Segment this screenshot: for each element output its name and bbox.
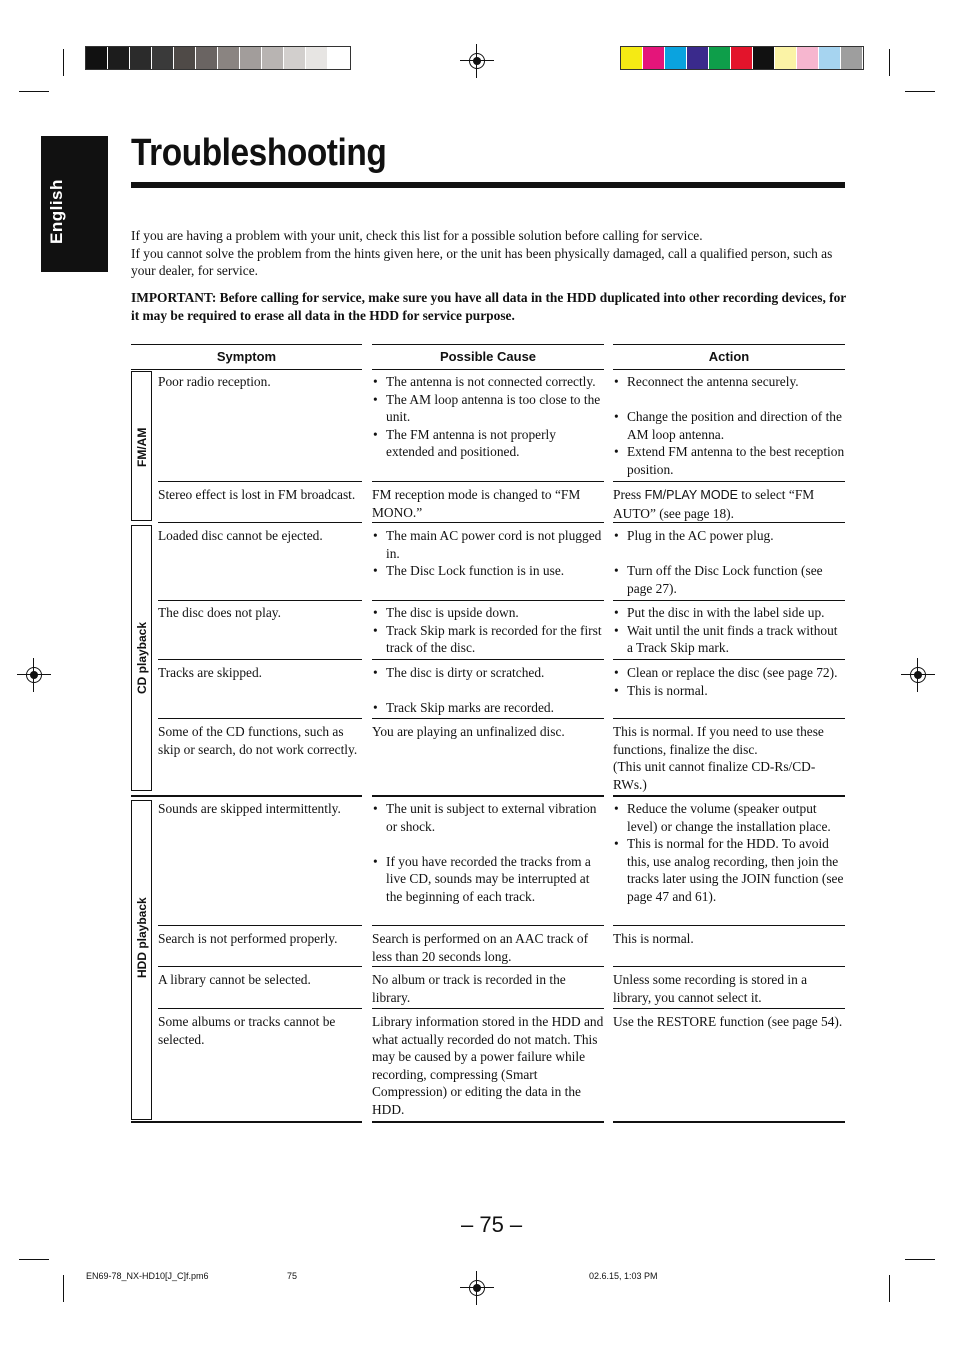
color-swatch — [643, 47, 665, 69]
title-rule — [131, 182, 845, 188]
action-cell — [613, 800, 849, 906]
header-possible-cause: Possible Cause — [372, 344, 604, 370]
row-divider — [158, 966, 362, 967]
row-divider — [613, 481, 845, 482]
cause-cell — [372, 604, 604, 657]
color-swatch — [196, 47, 218, 69]
row-divider — [158, 481, 362, 482]
color-swatch — [328, 47, 350, 69]
action-text: to select “FM AUTO” (see page 18). — [613, 487, 815, 521]
action-item: • Reconnect the antenna securely. — [613, 373, 845, 391]
row-divider — [372, 925, 604, 926]
color-swatch — [665, 47, 687, 69]
cause-item: • Track Skip marks are recorded. — [372, 699, 604, 717]
page-title: Troubleshooting — [131, 132, 387, 174]
header-action: Action — [613, 344, 845, 370]
row-divider — [613, 659, 845, 660]
row-divider — [158, 600, 362, 601]
crop-mark — [889, 1275, 890, 1302]
color-calibration-bar — [621, 47, 863, 69]
section-divider — [613, 795, 845, 797]
row-divider — [613, 718, 845, 719]
action-item: • This is normal. — [613, 682, 845, 700]
action-item: • Plug in the AC power plug. — [613, 527, 845, 545]
crop-mark — [905, 91, 935, 92]
section-divider — [372, 795, 604, 797]
symptom-cell: Tracks are skipped. — [158, 665, 263, 680]
symptom-cell: Stereo effect is lost in FM broadcast. — [158, 487, 356, 502]
row-divider — [613, 925, 845, 926]
crop-mark — [905, 1259, 935, 1260]
action-item: • This is normal for the HDD. To avoid this, use analog recording, then join the tracks later using the JOIN function (see page 47 and 61). — [613, 835, 849, 905]
action-note: (This unit cannot finalize CD-Rs/CD-RWs.) — [613, 759, 816, 792]
row-divider — [158, 659, 362, 660]
color-swatch — [753, 47, 775, 69]
button-name: FM/PLAY MODE — [644, 488, 738, 502]
footer-date: 02.6.15, 1:03 PM — [589, 1271, 658, 1281]
color-swatch — [152, 47, 174, 69]
color-swatch — [621, 47, 643, 69]
color-swatch — [218, 47, 240, 69]
action-text: This is normal. If you need to use these functions, finalize the disc. — [613, 724, 824, 757]
row-divider — [613, 600, 845, 601]
cause-cell — [372, 664, 604, 717]
row-divider — [372, 718, 604, 719]
row-divider — [372, 600, 604, 601]
row-divider — [158, 925, 362, 926]
color-swatch — [731, 47, 753, 69]
cause-cell: You are playing an unfinalized disc. — [372, 724, 565, 739]
action-cell: Use the RESTORE function (see page 54). — [613, 1014, 843, 1029]
symptom-cell: Loaded disc cannot be ejected. — [158, 528, 323, 543]
color-swatch — [240, 47, 262, 69]
color-swatch — [819, 47, 841, 69]
action-cell: Unless some recording is stored in a library, you cannot select it. — [613, 972, 808, 1005]
crop-mark — [889, 49, 890, 76]
cause-item: • The AM loop antenna is too close to the unit. — [372, 391, 604, 426]
cause-cell: No album or track is recorded in the library. — [372, 972, 566, 1005]
registration-mark-icon — [466, 1277, 488, 1299]
crop-mark — [19, 91, 49, 92]
cause-item: • If you have recorded the tracks from a live CD, sounds may be interrupted at the beginning of each track. — [372, 853, 604, 906]
color-swatch — [108, 47, 130, 69]
language-label: English — [47, 179, 66, 244]
action-cell: This is normal. — [613, 931, 694, 946]
color-swatch — [86, 47, 108, 69]
table-bottom-rule — [131, 1121, 362, 1123]
cause-item: • The FM antenna is not properly extended and positioned. — [372, 426, 604, 461]
header-symptom: Symptom — [131, 344, 362, 370]
intro-text — [131, 227, 847, 280]
color-swatch — [775, 47, 797, 69]
color-swatch — [174, 47, 196, 69]
language-tab — [41, 136, 108, 272]
registration-mark-icon — [907, 664, 929, 686]
row-divider — [158, 1008, 362, 1009]
section-divider — [131, 795, 362, 797]
symptom-cell: Sounds are skipped intermittently. — [158, 801, 341, 816]
row-divider — [372, 1008, 604, 1009]
action-item: • Put the disc in with the label side up. — [613, 604, 845, 622]
action-item: • Turn off the Disc Lock function (see page 27). — [613, 562, 845, 597]
row-divider — [372, 481, 604, 482]
symptom-cell: Some albums or tracks cannot be selected. — [158, 1014, 336, 1047]
symptom-cell: Some of the CD functions, such as skip or search, do not work correctly. — [158, 724, 358, 757]
category-label: HDD playback — [135, 897, 149, 978]
cause-cell — [372, 527, 604, 580]
action-cell — [613, 373, 845, 479]
action-cell — [613, 604, 845, 657]
row-divider — [613, 966, 845, 967]
grayscale-calibration-bar — [86, 47, 350, 69]
cause-item: • The antenna is not connected correctly. — [372, 373, 604, 391]
action-item: • Extend FM antenna to the best reception position. — [613, 443, 845, 478]
registration-mark-icon — [23, 664, 45, 686]
symptom-cell: Search is not performed properly. — [158, 931, 338, 946]
cause-cell — [372, 373, 604, 461]
cause-cell: FM reception mode is changed to “FM MONO.” — [372, 487, 581, 520]
row-divider — [613, 1008, 845, 1009]
action-cell — [613, 486, 845, 522]
footer-page: 75 — [287, 1271, 298, 1281]
cause-item: • The disc is upside down. — [372, 604, 604, 622]
cause-item: • The Disc Lock function is in use. — [372, 562, 604, 580]
important-notice: IMPORTANT: Before calling for service, make sure you have all data in the HDD duplicated into other recording devices, for it may be required to erase all data in the HDD for service purpose. — [131, 290, 846, 323]
color-swatch — [841, 47, 863, 69]
color-swatch — [709, 47, 731, 69]
action-cell — [613, 664, 845, 699]
color-swatch — [284, 47, 306, 69]
cause-item: • The unit is subject to external vibration or shock. — [372, 800, 604, 835]
page-number: – 75 – — [461, 1212, 523, 1237]
symptom-cell: Poor radio reception. — [158, 374, 271, 389]
symptom-cell: A library cannot be selected. — [158, 972, 311, 987]
cause-cell: Library information stored in the HDD and what actually recorded do not match. This may be caused by a power failure while recording, compressing (Smart Compression) or editing the data in the HDD. — [372, 1014, 604, 1117]
row-divider — [158, 718, 362, 719]
action-cell — [613, 527, 845, 597]
row-divider — [372, 659, 604, 660]
action-item: • Change the position and direction of the AM loop antenna. — [613, 408, 845, 443]
table-bottom-rule — [372, 1121, 604, 1123]
crop-mark — [63, 49, 64, 76]
action-item: • Reduce the volume (speaker output level) or change the installation place. — [613, 800, 849, 835]
color-swatch — [306, 47, 328, 69]
symptom-cell: The disc does not play. — [158, 605, 281, 620]
row-divider — [372, 522, 604, 523]
action-item: • Wait until the unit finds a track without a Track Skip mark. — [613, 622, 845, 657]
row-divider — [158, 522, 362, 523]
color-swatch — [797, 47, 819, 69]
action-cell — [613, 723, 845, 793]
cause-item: • Track Skip mark is recorded for the first track of the disc. — [372, 622, 604, 657]
color-swatch — [687, 47, 709, 69]
cause-cell: Search is performed on an AAC track of less than 20 seconds long. — [372, 931, 589, 964]
crop-mark — [63, 1275, 64, 1302]
color-swatch — [262, 47, 284, 69]
intro-paragraph: If you are having a problem with your unit, check this list for a possible solution before calling for service. — [131, 228, 703, 243]
row-divider — [613, 522, 845, 523]
cause-cell — [372, 800, 604, 906]
cause-item: • The disc is dirty or scratched. — [372, 664, 604, 682]
row-divider — [372, 966, 604, 967]
category-label: CD playback — [135, 621, 149, 694]
color-swatch — [130, 47, 152, 69]
footer-filename: EN69-78_NX-HD10[J_C]f.pm6 — [86, 1271, 209, 1281]
registration-mark-icon — [466, 50, 488, 72]
table-bottom-rule — [613, 1121, 845, 1123]
cause-item: • The main AC power cord is not plugged in. — [372, 527, 604, 562]
category-label: FM/AM — [135, 427, 149, 467]
action-item: • Clean or replace the disc (see page 72). — [613, 664, 845, 682]
crop-mark — [19, 1259, 49, 1260]
action-text: Press — [613, 487, 645, 502]
intro-paragraph: If you cannot solve the problem from the hints given here, or the unit has been physically damaged, call a qualified person, such as your dealer, for service. — [131, 245, 833, 279]
